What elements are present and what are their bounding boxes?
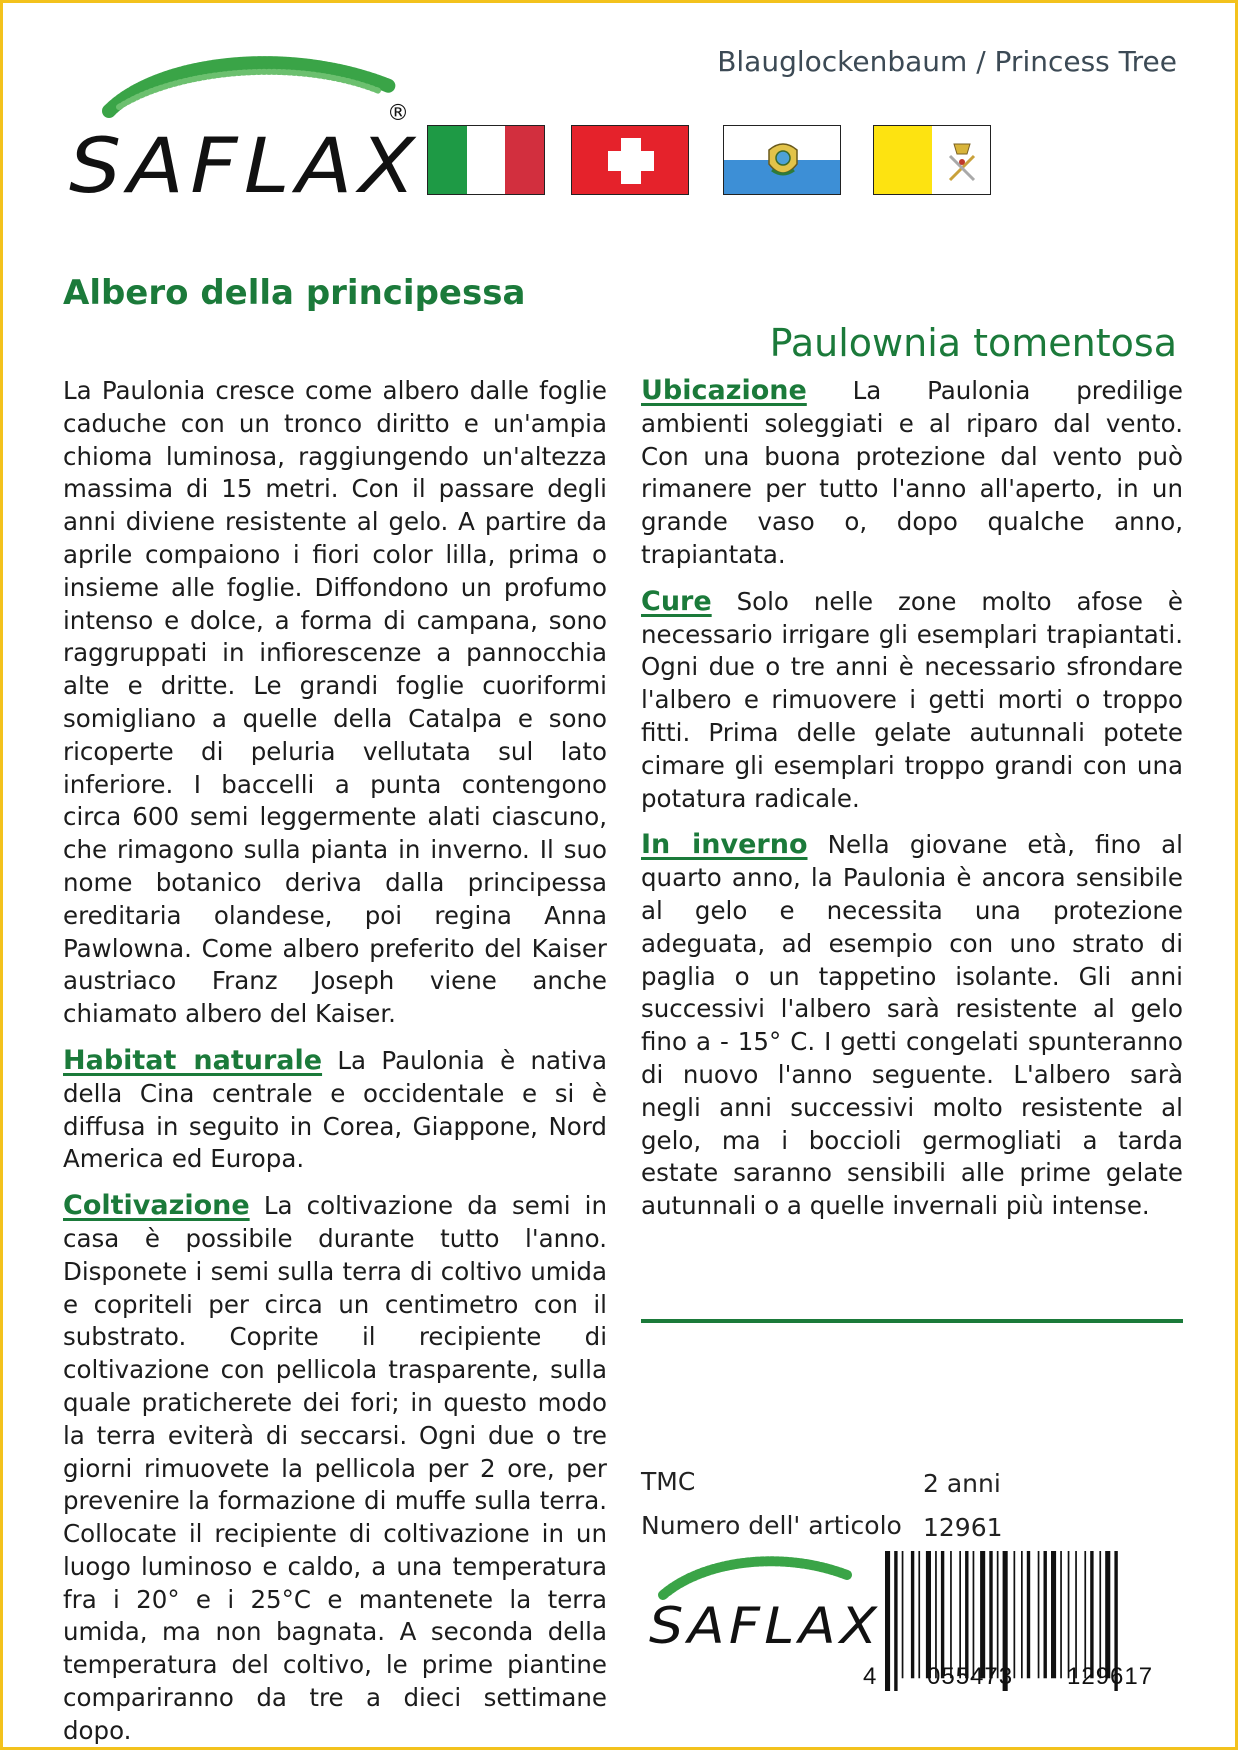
tmc-label: TMC — [641, 1467, 696, 1496]
inverno-text: Nella giovane età, fino al quarto anno, la Paulonia è ancora sensibile al gelo e necessita una protezione adeguata, ad esempio con uno strato di paglia o un tappetino isolante. Gli anni successivi l'albero sarà resistente al gelo fino a - 15° C. I getti congelati spunteranno di nuovo l'anno seguente. L'albero sarà negli anni successivi molto resistente al gelo, ma i boccioli germogliati a tarda estate saranno sensibili alle prime gelate autunnali o a quelle invernali più intense. — [641, 830, 1183, 1221]
intro-paragraph: La Paulonia cresce come albero dalle foglie caduche con un tronco diritto e un'ampia chioma luminosa, raggiungendo un'altezza massima di 15 metri. Con il passare degli anni diviene resistente al gelo. A partire da aprile compaiono i fiori color lilla, prima o insieme alle foglie. Diffondono un profumo intenso e dolce, a forma di campana, sono raggruppati in infiorescenze a pannocchia alte e dritte. Le grandi foglie cuoriformi somigliano a quelle della Catalpa e sono ricoperte di peluria vellutata sul lato inferiore. I baccelli a punta contengono circa 600 semi leggermente alati ciascuno, che rimagono sulla pianta in inverno. Il suo nome botanico deriva dalla principessa ereditaria olandese, poi regina Anna Pawlowna. Come albero preferito del Kaiser austriaco Franz Joseph viene anche chiamato albero del Kaiser. — [63, 376, 607, 1029]
barcode-bar — [935, 1551, 937, 1678]
barcode-bar — [1090, 1551, 1093, 1678]
barcode-digit-1: 4 — [863, 1663, 877, 1690]
section-divider — [641, 1319, 1183, 1323]
common-names: Blauglockenbaum / Princess Tree — [717, 45, 1177, 78]
barcode-bar — [1021, 1551, 1023, 1678]
inverno-heading: In inverno — [641, 829, 808, 861]
barcode-bar — [1099, 1551, 1101, 1678]
barcode-bar — [1044, 1551, 1047, 1678]
barcode-bar — [918, 1551, 920, 1678]
barcode-bar — [959, 1551, 961, 1678]
ubicazione-section — [641, 375, 1183, 572]
barcode-bar — [885, 1551, 890, 1691]
logo-wordmark: SAFLAX — [69, 121, 422, 210]
logo-swoosh-small-icon — [655, 1551, 855, 1601]
logo-swoosh-icon — [99, 51, 399, 121]
barcode-bar — [1038, 1551, 1040, 1678]
barcode-bar — [1105, 1551, 1110, 1678]
left-column — [63, 375, 607, 1762]
habitat-section — [63, 1045, 607, 1176]
tmc-value: 2 anni — [923, 1469, 1001, 1498]
barcode-bar — [902, 1551, 904, 1678]
italy-flag — [427, 125, 545, 195]
coat-of-arms-icon — [766, 140, 800, 182]
barcode-bar — [989, 1551, 992, 1678]
barcode-bar — [941, 1551, 944, 1678]
cure-heading: Cure — [641, 585, 712, 617]
cure-text: Solo nelle zone molto afose è necessario irrigare gli esemplari trapiantati. Ogni due o tre anni è necessario sfrondare l'albero e rimuovere i getti morti o troppo fitti. Prima delle gelate autunnali potete cimare gli esemplari troppo grandi con una potatura radicale. — [641, 586, 1183, 813]
habitat-heading: Habitat naturale — [63, 1044, 323, 1076]
switzerland-flag — [571, 125, 689, 195]
barcode-bar — [1027, 1551, 1030, 1678]
habitat-text: La Paulonia è nativa della Cina centrale e occidentale e si è diffusa in seguito in Corea, Giappone, Nord America ed Europa. — [63, 1045, 607, 1174]
inverno-section — [641, 829, 1183, 1223]
barcode-bar — [1084, 1551, 1086, 1678]
barcode-digits-2: 055473 — [927, 1663, 1014, 1690]
barcode-bar — [911, 1551, 914, 1678]
logo-wordmark-small: SAFLAX — [649, 1597, 882, 1655]
barcode-bar — [1060, 1551, 1062, 1678]
barcode-bar — [997, 1551, 999, 1678]
coltivazione-heading: Coltivazione — [63, 1190, 250, 1222]
keys-emblem-icon — [944, 140, 980, 182]
barcode-bar — [926, 1551, 931, 1678]
barcode-bar — [950, 1551, 952, 1678]
ubicazione-text: La Paulonia predilige ambienti soleggiati e al riparo dal vento. Con una buona protezione dal vento può rimanere per tutto l'anno all'aperto, in un grande vaso o, dopo qualche anno, trapiantata. — [641, 376, 1183, 569]
page-title: Albero della principessa — [63, 273, 526, 313]
registered-mark: ® — [387, 101, 409, 126]
cure-section — [641, 586, 1183, 816]
barcode-bar — [1014, 1551, 1016, 1678]
barcode-bar — [1051, 1551, 1056, 1678]
article-label: Numero dell' articolo — [641, 1511, 902, 1540]
barcode-bar — [1075, 1551, 1077, 1678]
barcode-bar — [973, 1551, 975, 1678]
vatican-flag — [873, 125, 991, 195]
barcode-bar — [965, 1551, 968, 1678]
barcode-bar — [894, 1551, 897, 1691]
san-marino-flag — [723, 125, 841, 195]
barcode-digits-3: 129617 — [1067, 1663, 1154, 1690]
ubicazione-heading: Ubicazione — [641, 375, 807, 406]
latin-name: Paulownia tomentosa — [769, 321, 1177, 365]
barcode-bar — [1068, 1551, 1070, 1678]
coltivazione-section — [63, 1190, 607, 1748]
article-value: 12961 — [923, 1513, 1003, 1542]
right-column — [641, 375, 1183, 1237]
barcode-bar — [980, 1551, 985, 1678]
coltivazione-text: La coltivazione da semi in casa è possibile durante tutto l'anno. Disponete i semi sulla terra di coltivo umida e copriteli per circa un centimetro con il substrato. Coprite il recipiente di coltivazione con pellicola trasparente, sulla quale praticherete dei fori; in questo modo la terra eviterà di seccarsi. Ogni due o tre giorni rimuovete la pellicola per 2 ore, per prevenire la formazione di muffe sulla terra. Collocate il recipiente di coltivazione in un luogo luminoso e caldo, a una temperatura fra i 20° e i 25°C e mantenete la terra umida, ma non bagnata. A seconda della temperatura del coltivo, le prime piantine compariranno da tre a dieci settimane dopo. — [63, 1191, 607, 1745]
